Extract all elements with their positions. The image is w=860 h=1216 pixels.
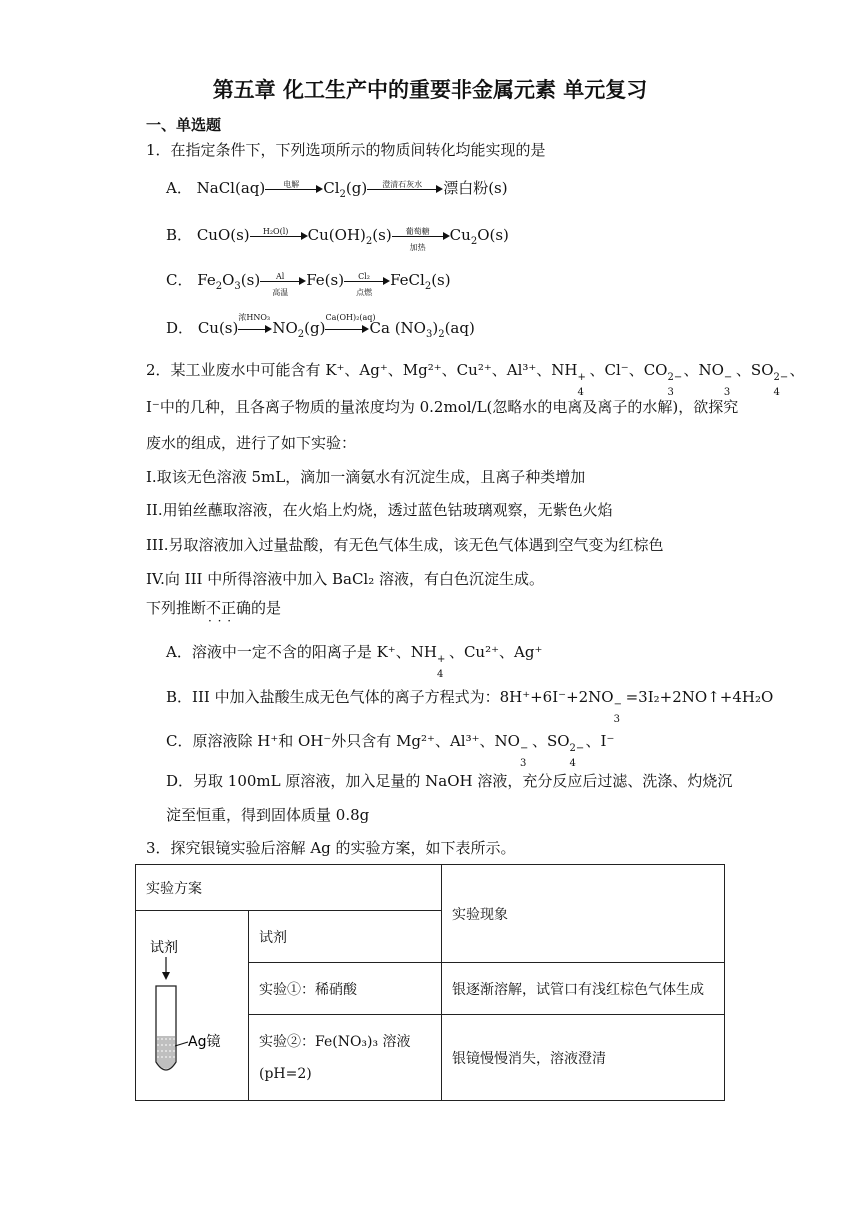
emphasis-dots: 不正确 · · · (206, 598, 251, 618)
species: (aq) (444, 319, 475, 337)
subscript: 2 (365, 236, 373, 247)
reaction-arrow (325, 313, 376, 338)
q1-option-c (166, 270, 451, 297)
row1-phenomenon: 银逐渐溶解，试管口有浅红棕色气体生成 (442, 963, 725, 1015)
q2-stem-line1 (146, 360, 805, 398)
text: 2．某工业废水中可能含有 K⁺、Ag⁺、Mg²⁺、Cu²⁺、Al³⁺、NH (146, 361, 578, 379)
subscript: 3 (234, 281, 241, 292)
experiment-table (135, 864, 725, 1101)
subscript: 4 (436, 669, 444, 680)
subscript: 2 (438, 329, 445, 340)
arrow-condition: 电解 (283, 180, 300, 189)
text: 、Cu²⁺、Ag⁺ (448, 643, 543, 661)
subscript: 2 (339, 189, 346, 200)
arrow-condition: 高温 (272, 288, 289, 297)
section-heading: 一、单选题 (146, 116, 222, 134)
q2-option-c (166, 731, 615, 769)
charge: 2− (569, 743, 585, 754)
text: A．溶液中一定不含的阳离子是 K⁺、NH (166, 643, 437, 661)
figure-mirror-label: Ag镜 (188, 1033, 221, 1050)
q2-step-4: IV.向 III 中所得溶液中加入 BaCl₂ 溶液，有白色沉淀生成。 (146, 570, 545, 588)
text: =3I₂+2NO↑+4H₂O (625, 688, 774, 706)
species: (s) (431, 271, 451, 289)
charge: 2− (667, 372, 683, 383)
species: O(s) (477, 226, 509, 244)
subscript: 4 (773, 387, 780, 398)
species: FeCl (390, 271, 425, 289)
species: (s) (372, 226, 392, 244)
row1-reagent: 实验①：稀硝酸 (249, 963, 442, 1015)
reaction-arrow (265, 178, 323, 198)
text: 、I⁻ (585, 732, 615, 750)
species: NaCl(aq) (196, 179, 266, 197)
q2-step-1: I.取该无色溶液 5mL，滴加一滴氨水有沉淀生成，且离子种类增加 (146, 468, 586, 486)
figure-reagent-label: 试剂 (150, 939, 178, 956)
arrow-condition: 浓HNO₃ (238, 313, 271, 322)
charge: 2− (773, 372, 789, 383)
species: CuO(s) (196, 226, 250, 244)
charge: + (577, 372, 586, 383)
q1-option-d (166, 313, 475, 345)
text: 、 (789, 361, 805, 379)
text: 的是 (251, 599, 282, 617)
subscript: 2 (470, 236, 478, 247)
species: ) (432, 319, 439, 337)
arrow-condition: Cl₂ (358, 272, 371, 281)
arrow-condition: 点燃 (356, 288, 373, 297)
species: Cu (449, 226, 471, 244)
text: B．III 中加入盐酸生成无色气体的离子方程式为：8H⁺+6I⁻+2NO (166, 688, 614, 706)
header-phenomenon: 实验现象 (442, 865, 725, 963)
species: (s) (240, 271, 261, 289)
q2-stem-line3: 废水的组成，进行了如下实验： (146, 434, 357, 452)
option-label: C． (166, 271, 193, 289)
arrow-condition: Ca(OH)₂(aq) (325, 313, 376, 322)
subscript: 3 (723, 387, 731, 398)
reaction-arrow (392, 225, 450, 252)
reaction-arrow (367, 178, 443, 198)
q2-option-d-line1: D．另取 100mL 原溶液，加入足量的 NaOH 溶液，充分反应后过滤、洗涤、灼烧沉 (166, 772, 733, 790)
text: C．原溶液除 H⁺和 OH⁻外只含有 Mg²⁺、Al³⁺、NO (166, 732, 520, 750)
text: 实验②：Fe(NO₃)₃ 溶液 (259, 1033, 411, 1050)
q2-ask (146, 598, 281, 618)
reaction-arrow (260, 270, 306, 297)
text: 、SO (531, 732, 570, 750)
q3-stem: 3．探究银镜实验后溶解 Ag 的实验方案，如下表所示。 (146, 839, 516, 857)
subscript: 2 (215, 281, 223, 292)
test-tube-illustration (136, 912, 248, 1100)
species: (NO (394, 319, 426, 337)
text: (pH=2) (259, 1065, 312, 1082)
arrow-condition: 澄清石灰水 (382, 180, 423, 189)
option-label: A． (166, 179, 192, 197)
text: 、SO (735, 361, 774, 379)
subscript: 3 (425, 329, 433, 340)
charge: + (436, 654, 446, 665)
arrow-condition: H₂O(l) (262, 227, 289, 236)
subscript: 3 (667, 387, 674, 398)
species: NO (272, 319, 298, 337)
species: Cu(OH) (307, 226, 366, 244)
charge: − (723, 372, 733, 383)
text: 下列推断 (146, 599, 207, 617)
q2-option-a (166, 642, 543, 680)
species: Cl (323, 179, 340, 197)
subscript: 3 (613, 714, 620, 725)
species: Cu(s) (197, 319, 239, 337)
q1-option-b (166, 225, 509, 252)
subscript: 3 (519, 758, 527, 769)
species: Fe (197, 271, 216, 289)
text: 、NO (683, 361, 724, 379)
text: 、Cl⁻、CO (589, 361, 668, 379)
species: O (222, 271, 235, 289)
header-reagent: 试剂 (249, 911, 442, 963)
species: (g) (345, 179, 368, 197)
arrow-condition: Al (276, 272, 285, 281)
q2-step-2: II.用铂丝蘸取溶液，在火焰上灼烧，透过蓝色钴玻璃观察，无紫色火焰 (146, 501, 613, 519)
charge: − (519, 743, 529, 754)
option-label: B． (166, 226, 193, 244)
q2-step-3: III.另取溶液加入过量盐酸，有无色气体生成，该无色气体遇到空气变为红棕色 (146, 536, 664, 554)
row2-phenomenon: 银镜慢慢消失，溶液澄清 (442, 1015, 725, 1101)
subscript: 2 (297, 329, 305, 340)
header-plan: 实验方案 (136, 865, 442, 911)
arrow-condition: 加热 (409, 243, 426, 252)
species: Fe(s) (306, 271, 345, 289)
charge: − (613, 699, 622, 710)
table-row (136, 865, 725, 911)
q2-option-b (166, 687, 774, 725)
reaction-arrow (250, 225, 308, 245)
q1-stem: 1．在指定条件下，下列选项所示的物质间转化均能实现的是 (146, 141, 546, 159)
option-label: D． (166, 319, 194, 337)
q1-option-a (166, 178, 508, 205)
species: (g) (304, 319, 326, 337)
q2-option-d-line2: 淀至恒重，得到固体质量 0.8g (166, 806, 370, 824)
row2-reagent (249, 1015, 442, 1101)
subscript: 2 (424, 281, 432, 292)
subscript: 4 (569, 758, 576, 769)
arrow-condition: 葡萄糖 (405, 227, 430, 236)
page-title: 第五章 化工生产中的重要非金属元素 单元复习 (212, 78, 648, 102)
subscript: 4 (577, 387, 584, 398)
species: 漂白粉(s) (443, 179, 508, 197)
reaction-arrow (238, 313, 272, 338)
reaction-arrow (344, 270, 390, 297)
species: Ca (369, 319, 390, 337)
q2-stem-line2: I⁻中的几种，且各离子物质的量浓度均为 0.2mol/L(忽略水的电离及离子的水解)，欲探究 (146, 398, 739, 416)
test-tube-figure (136, 911, 249, 1101)
